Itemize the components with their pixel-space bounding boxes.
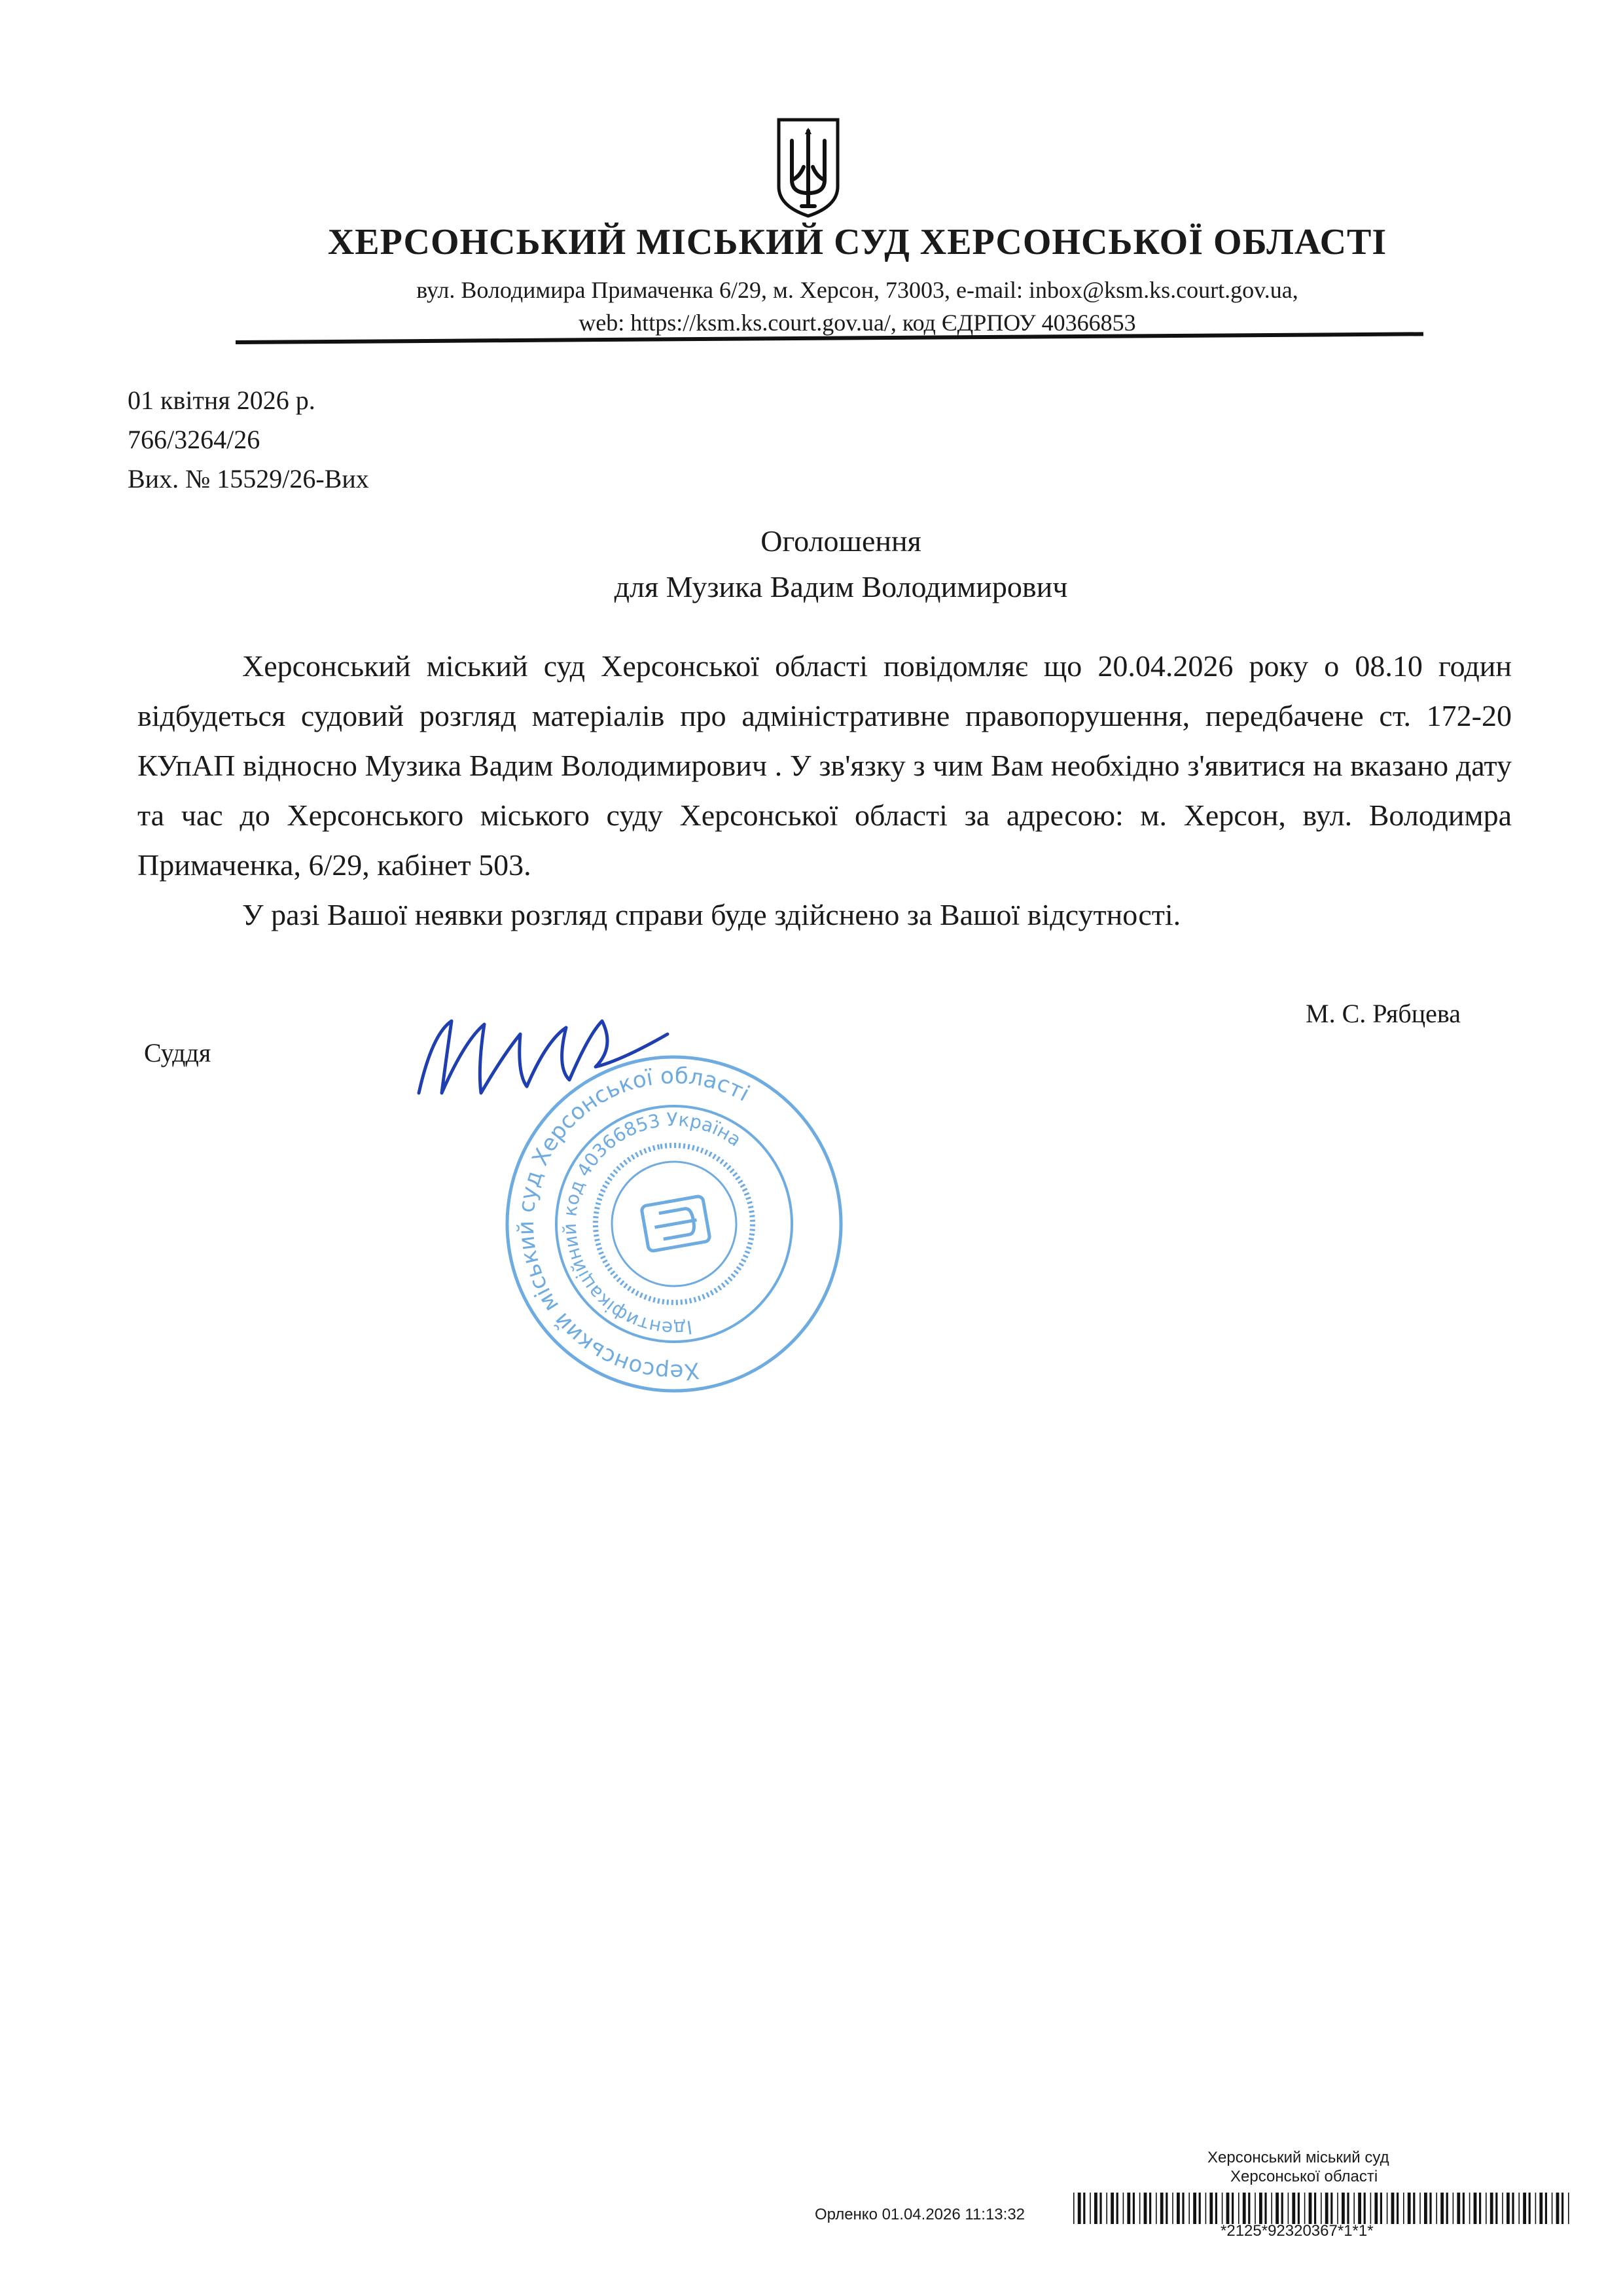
court-name: ХЕРСОНСЬКИЙ МІСЬКИЙ СУД ХЕРСОНСЬКОЇ ОБЛАСТІ	[327, 222, 1387, 262]
document-date: 01 квітня 2026 р.	[128, 386, 315, 415]
case-number: 766/3264/26	[128, 425, 260, 454]
judge-name: М. С. Рябцева	[1306, 999, 1461, 1028]
seal-inner-text: Ідентифікаційний код 40366853 Україна	[558, 1108, 745, 1340]
announcement-addressee: для Музика Вадим Володимирович	[614, 570, 1068, 603]
body-paragraph-hearing: Херсонський міський суд Херсонської області повідомляє що 20.04.2026 року о 08.10 годин відбудеться судовий розгляд матеріалів про адміністративне правопорушення, передбачене ст. 172-20 КУпАП відносно Музика Вадим Володимирович . У зв'язку з чим Вам необхідно з'явитися на вказано дату та час до Херсонського міського суду Херсонської області за адресою: м. Херсон, вул. Володимра Примаченка, 6/29, кабінет 503.	[137, 649, 1512, 882]
court-address: вул. Володимира Примаченка 6/29, м. Херсон, 73003, e-mail: inbox@ksm.ks.court.gov.ua,	[416, 277, 1298, 303]
footer-court-name: Херсонський міський суд	[1207, 2149, 1389, 2166]
official-seal-icon	[497, 1047, 851, 1401]
body-paragraph-absence: У разі Вашої неявки розгляд справи буде здійснено за Вашої відсутності.	[242, 898, 1181, 931]
barcode-number: *2125*92320367*1*1*	[1221, 2222, 1374, 2240]
seal-outer-text: Херсонський міський суд Херсонської області	[512, 1062, 754, 1386]
svg-text:Херсонський міський суд Херсон	[497, 1047, 803, 1401]
outgoing-number: Вих. № 15529/26-Вих	[128, 464, 369, 493]
court-web-code: web: https://ksm.ks.court.gov.ua/, код ЄДРПОУ 40366853	[579, 310, 1136, 336]
announcement-body	[137, 641, 1512, 940]
trident-emblem-icon	[772, 115, 844, 219]
announcement-title: Оголошення	[760, 524, 921, 558]
footer-court-region: Херсонської області	[1230, 2168, 1378, 2185]
registration-stamp: Орленко 01.04.2026 11:13:32	[815, 2206, 1026, 2223]
barcode	[1073, 2193, 1571, 2224]
judge-role-label: Суддя	[144, 1038, 211, 1067]
